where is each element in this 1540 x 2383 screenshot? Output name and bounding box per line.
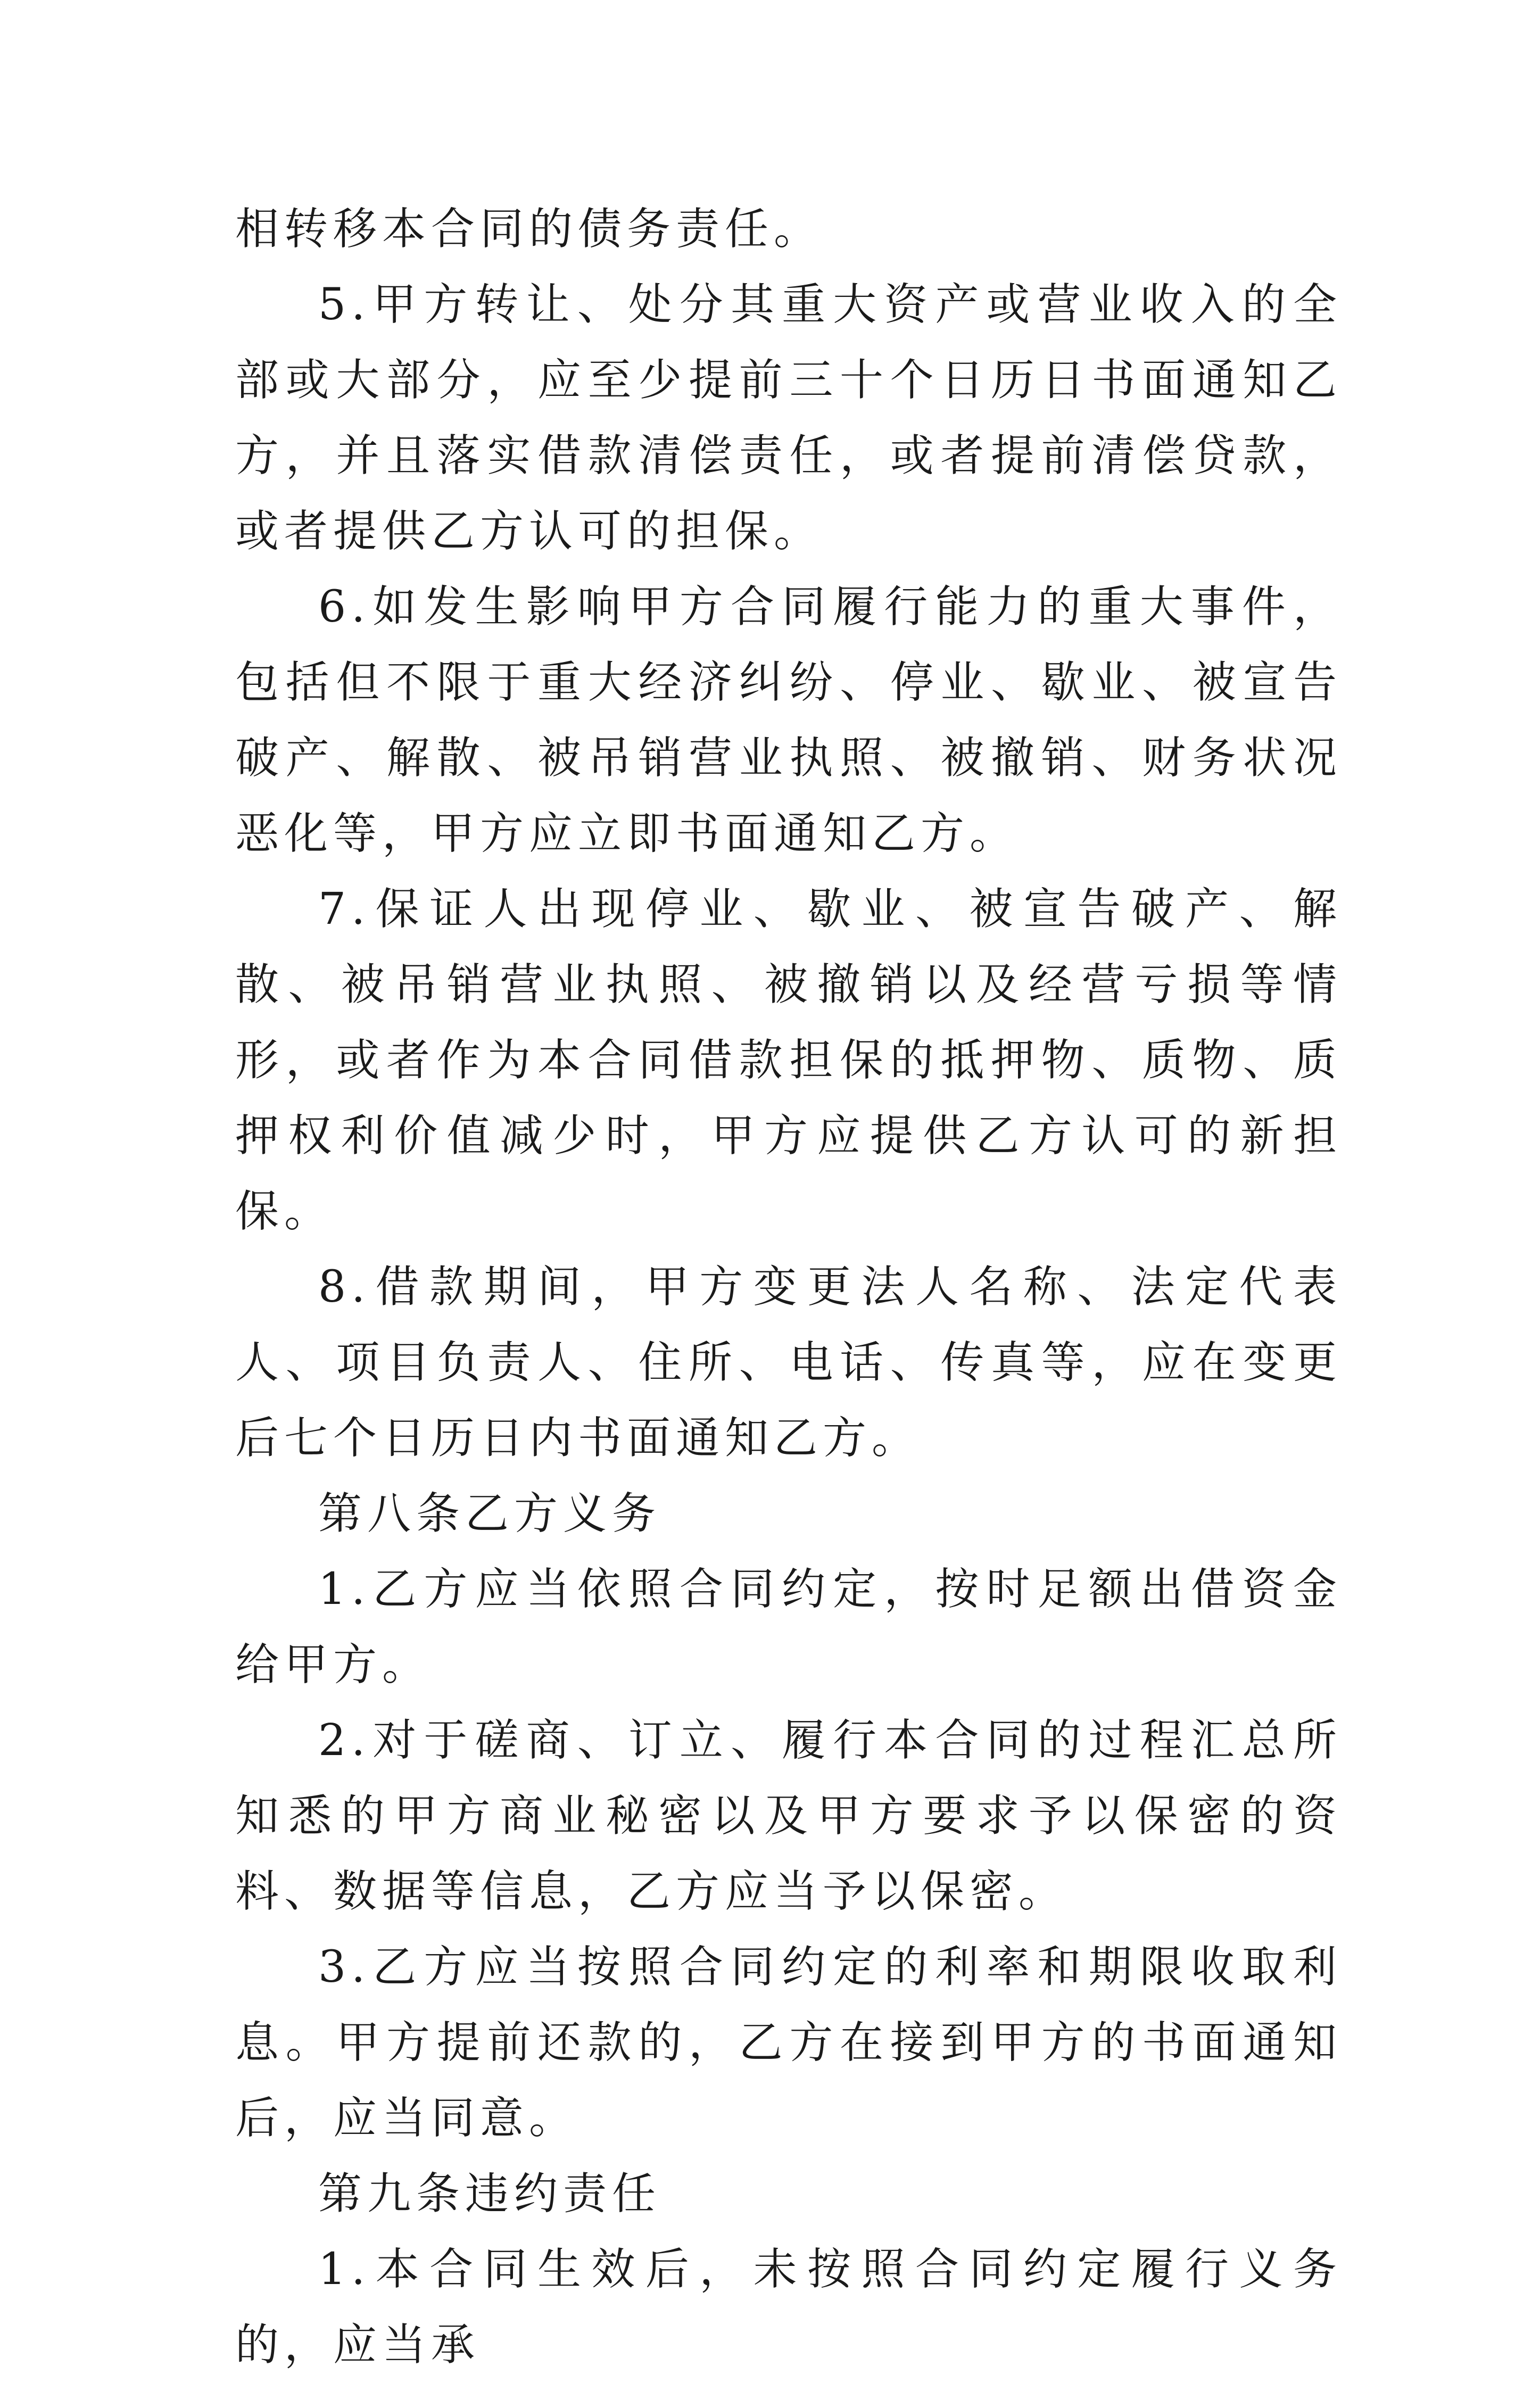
paragraph-continuation: 相转移本合同的债务责任。 bbox=[235, 204, 823, 254]
paragraph-item-8: 8.借款期间，甲方变更法人名称、法定代表人、项目负责人、住所、电话、传真等，应在变更后七个日历日内书面通知乙方。 bbox=[235, 1262, 1342, 1463]
paragraph-article-9-item-1: 1.本合同生效后，未按照合同约定履行义务的，应当承 bbox=[235, 2244, 1342, 2370]
paragraph-article-8-item-2: 2.对于磋商、订立、履行本合同的过程汇总所知悉的甲方商业秘密以及甲方要求予以保密的资料、数据等信息，乙方应当予以保密。 bbox=[235, 1715, 1342, 1917]
paragraph-item-6: 6.如发生影响甲方合同履行能力的重大事件，包括但不限于重大经济纠纷、停业、歇业、被宣告破产、解散、被吊销营业执照、被撤销、财务状况恶化等，甲方应立即书面通知乙方。 bbox=[235, 582, 1342, 859]
section-heading-article-9: 第九条违约责任 bbox=[318, 2169, 661, 2219]
paragraph-article-8-item-1: 1.乙方应当依照合同约定，按时足额出借资金给甲方。 bbox=[235, 1564, 1342, 1690]
paragraph-article-8-item-3: 3.乙方应当按照合同约定的利率和期限收取利息。甲方提前还款的，乙方在接到甲方的书面通知后，应当同意。 bbox=[235, 1942, 1342, 2144]
paragraph-item-7: 7.保证人出现停业、歇业、被宣告破产、解散、被吊销营业执照、被撤销以及经营亏损等情形，或者作为本合同借款担保的抵押物、质物、质押权利价值减少时，甲方应提供乙方认可的新担保。 bbox=[235, 884, 1342, 1237]
document-body bbox=[235, 192, 1342, 2383]
paragraph-item-5: 5.甲方转让、处分其重大资产或营业收入的全部或大部分，应至少提前三十个日历日书面通知乙方，并且落实借款清偿责任，或者提前清偿贷款，或者提供乙方认可的担保。 bbox=[235, 279, 1342, 557]
section-heading-article-8: 第八条乙方义务 bbox=[318, 1488, 661, 1539]
